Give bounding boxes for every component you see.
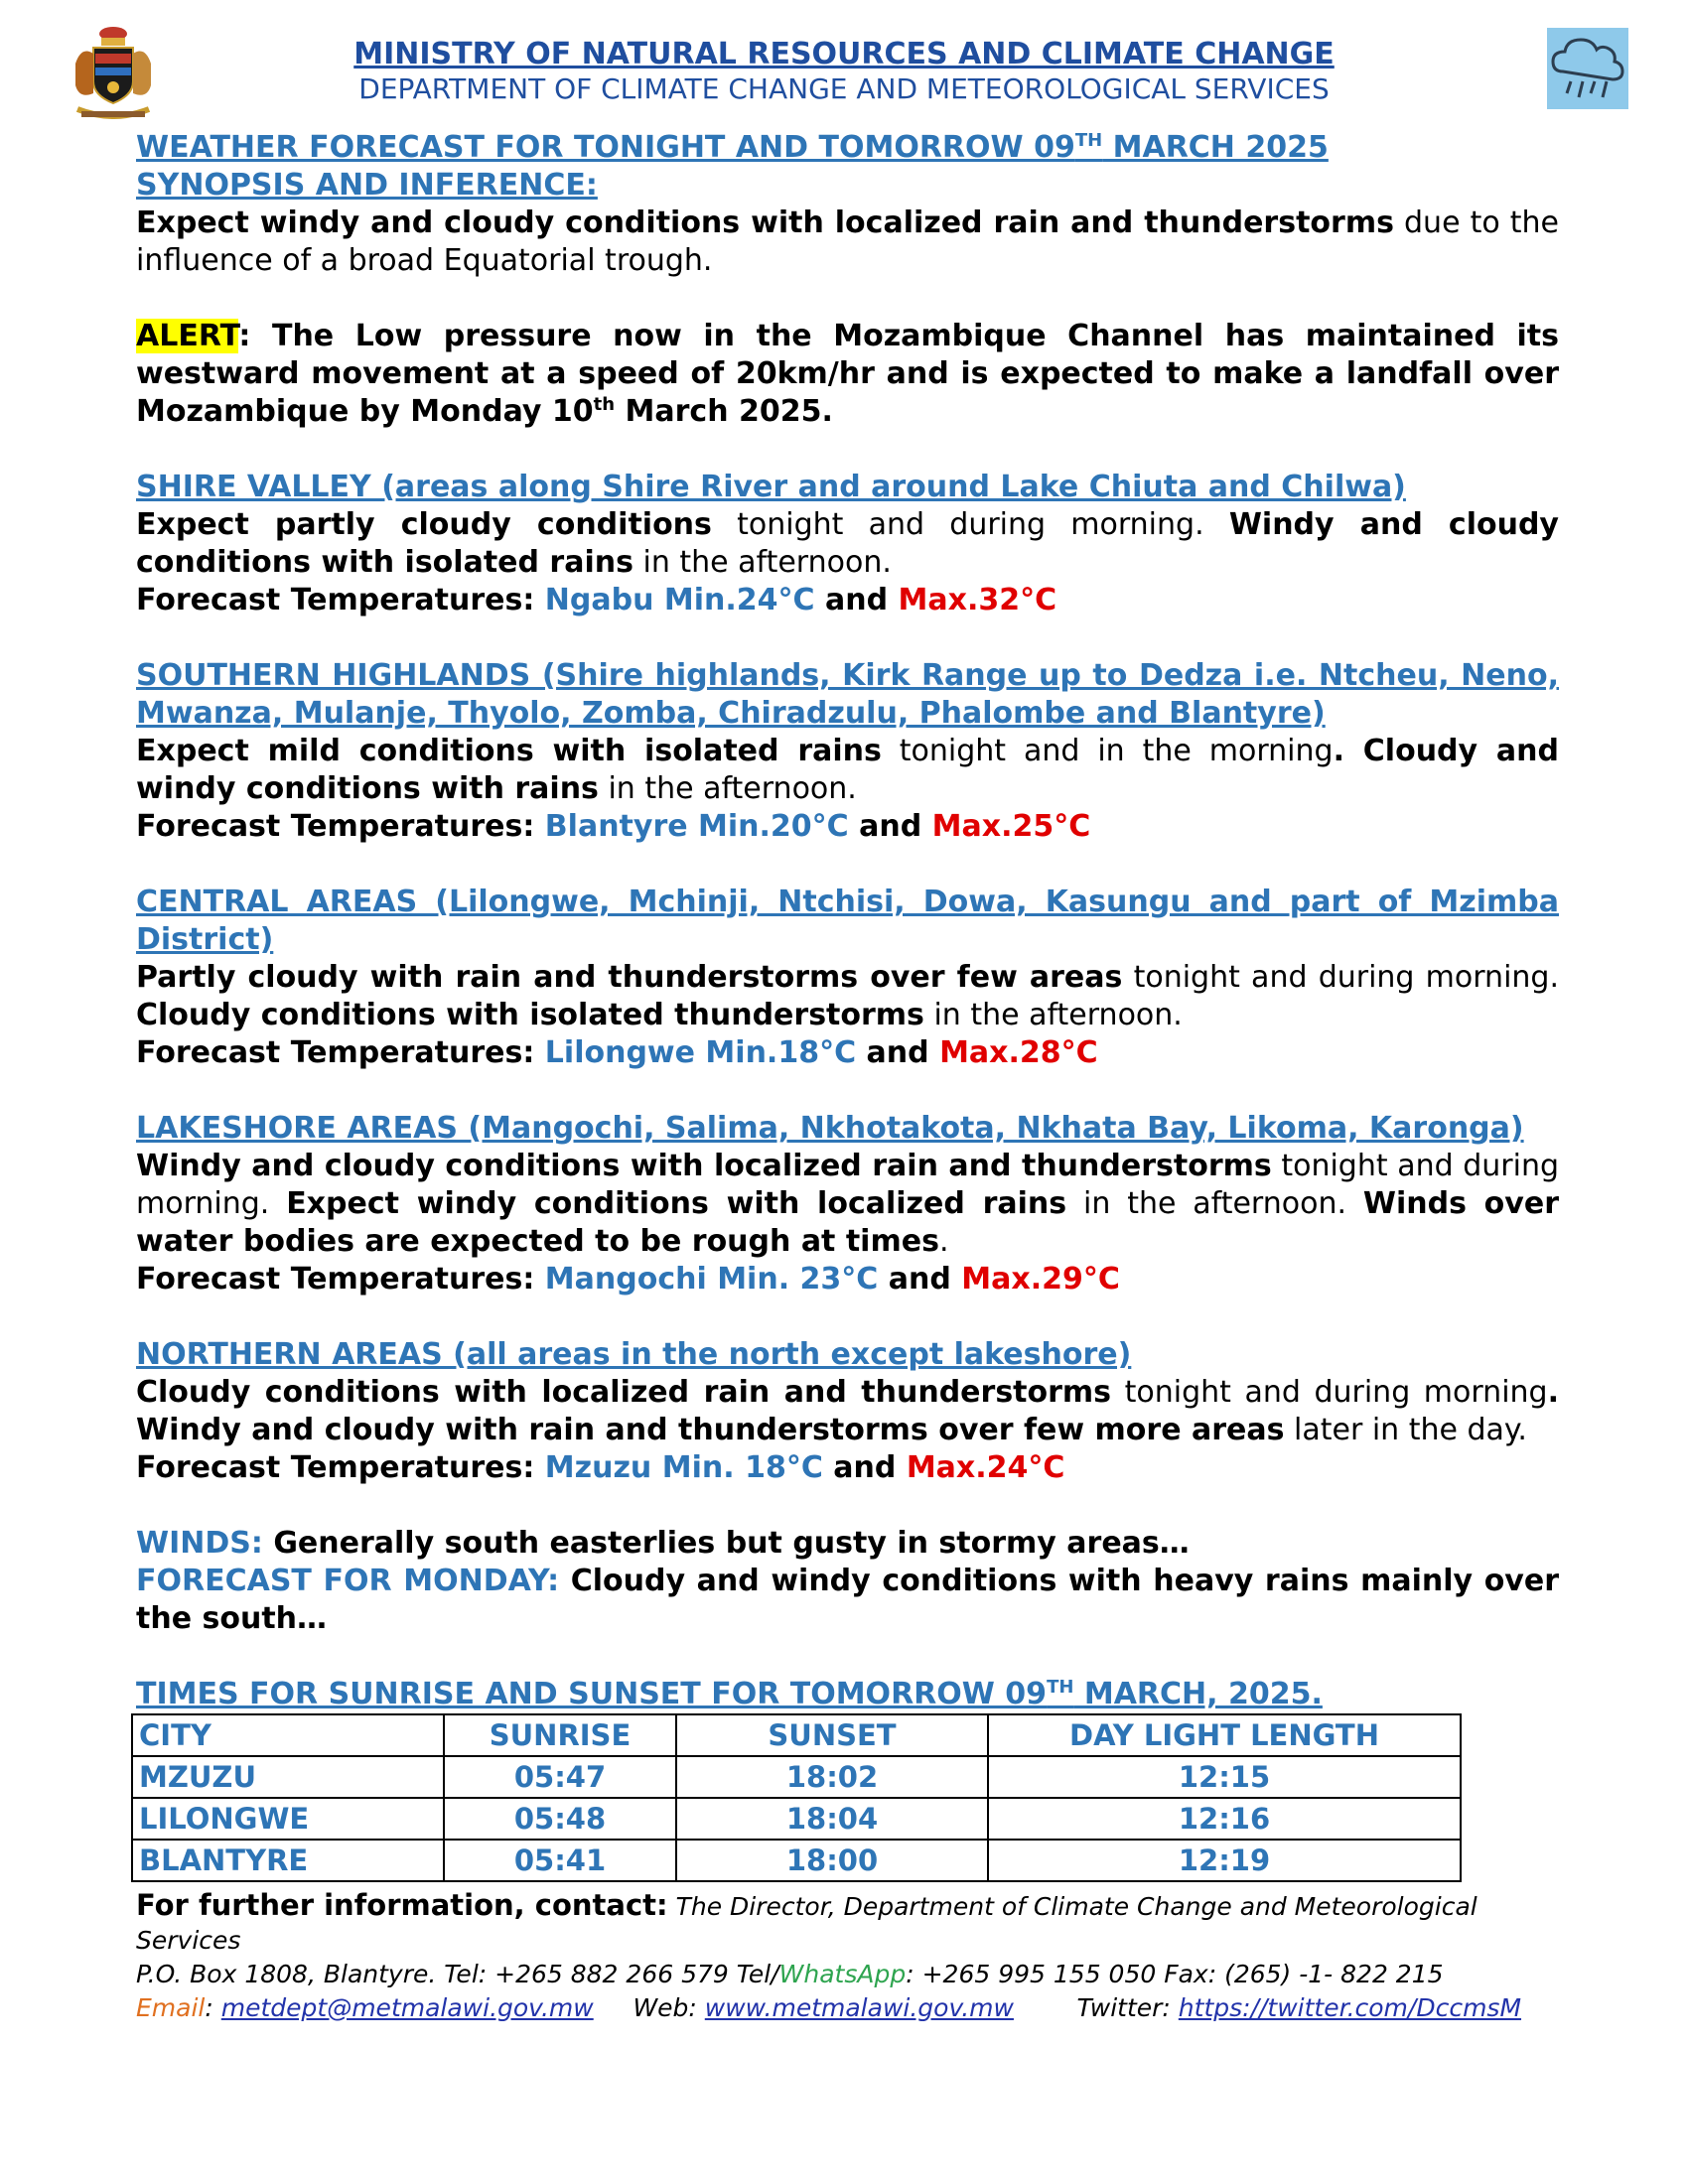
sunrise-cell: 05:48	[444, 1798, 676, 1840]
daylight-cell: 12:16	[988, 1798, 1461, 1840]
contact-info	[136, 1888, 1559, 2025]
region-temperatures: Forecast Temperatures: Lilongwe Min.18°C and Max.28°C	[136, 1035, 1098, 1070]
winds-text: WINDS: Generally south easterlies but gusty in stormy areas…	[136, 1526, 1190, 1561]
city-cell: MZUZU	[132, 1756, 444, 1798]
forecast-content	[136, 129, 1559, 2025]
region-northern-areas	[136, 1336, 1559, 1487]
synopsis-heading: SYNOPSIS AND INFERENCE:	[136, 168, 598, 203]
table-row	[132, 1798, 1461, 1840]
region-title: SHIRE VALLEY (areas along Shire River and around Lake Chiuta and Chilwa)	[136, 470, 1406, 504]
city-cell: BLANTYRE	[132, 1840, 444, 1881]
region-central-areas	[136, 884, 1559, 1072]
region-southern-highlands	[136, 657, 1559, 846]
region-shire-valley	[136, 469, 1559, 619]
sunset-cell: 18:02	[676, 1756, 988, 1798]
forecast-title: WEATHER FORECAST FOR TONIGHT AND TOMORROW 09TH MARCH 2025	[136, 130, 1329, 165]
alert-text: ALERT: The Low pressure now in the Mozambique Channel has maintained its westward movement at a speed of 20km/hr and is expected to make a landfall over Mozambique by Monday 10th March 2025.	[136, 319, 1559, 429]
twitter-link[interactable]: https://twitter.com/DccmsM	[1178, 1993, 1522, 2022]
table-header-row	[132, 1714, 1461, 1756]
region-forecast: Expect partly cloudy conditions tonight and during morning. Windy and cloudy conditions with isolated rains in the afternoon.	[136, 507, 1559, 580]
ministry-name: MINISTRY OF NATURAL RESOURCES AND CLIMATE CHANGE	[353, 37, 1335, 71]
synopsis-text: Expect windy and cloudy conditions with localized rain and thunderstorms due to the influence of a broad Equatorial trough.	[136, 205, 1559, 278]
region-title: SOUTHERN HIGHLANDS (Shire highlands, Kirk Range up to Dedza i.e. Ntcheu, Neno, Mwanza, Mulanje, Thyolo, Zomba, Chiradzulu, Phalombe and Blantyre)	[136, 658, 1559, 731]
city-cell: LILONGWE	[132, 1798, 444, 1840]
region-temperatures: Forecast Temperatures: Mangochi Min. 23°C and Max.29°C	[136, 1262, 1120, 1297]
sunset-cell: 18:04	[676, 1798, 988, 1840]
sun-times-title: TIMES FOR SUNRISE AND SUNSET FOR TOMORROW 09TH MARCH, 2025.	[136, 1677, 1323, 1711]
contact-line-3: Email: metdept@metmalawi.gov.mw Web: www.metmalawi.gov.mw Twitter: https://twitter.com/DccmsM	[136, 1993, 1522, 2022]
region-forecast: Partly cloudy with rain and thunderstorms over few areas tonight and during morning. Cloudy conditions with isolated thunderstorms in the afternoon.	[136, 960, 1559, 1032]
col-sunrise: SUNRISE	[444, 1714, 676, 1756]
alert-badge: ALERT	[136, 319, 239, 353]
region-title: LAKESHORE AREAS (Mangochi, Salima, Nkhotakota, Nkhata Bay, Likoma, Karonga)	[136, 1111, 1524, 1146]
table-row	[132, 1840, 1461, 1881]
region-temperatures: Forecast Temperatures: Ngabu Min.24°C and Max.32°C	[136, 583, 1057, 617]
daylight-cell: 12:19	[988, 1840, 1461, 1881]
department-name: DEPARTMENT OF CLIMATE CHANGE AND METEOROLOGICAL SERVICES	[358, 72, 1330, 105]
region-lakeshore-areas	[136, 1110, 1559, 1298]
region-title: CENTRAL AREAS (Lilongwe, Mchinji, Ntchisi, Dowa, Kasungu and part of Mzimba District)	[136, 885, 1559, 957]
region-forecast: Windy and cloudy conditions with localized rain and thunderstorms tonight and during morning. Expect windy conditions with localized rains in the afternoon. Winds over water bodies are expected to be rough at times.	[136, 1149, 1559, 1259]
region-forecast: Cloudy conditions with localized rain and thunderstorms tonight and during morning. Windy and cloudy with rain and thunderstorms over few more areas later in the day.	[136, 1375, 1559, 1447]
daylight-cell: 12:15	[988, 1756, 1461, 1798]
region-temperatures: Forecast Temperatures: Blantyre Min.20°C and Max.25°C	[136, 809, 1091, 844]
website-link[interactable]: www.metmalawi.gov.mw	[704, 1993, 1014, 2022]
table-row	[132, 1756, 1461, 1798]
sunrise-cell: 05:47	[444, 1756, 676, 1798]
sunset-cell: 18:00	[676, 1840, 988, 1881]
sun-times-table	[131, 1713, 1462, 1882]
rain-cloud-icon	[1547, 28, 1628, 109]
col-sunset: SUNSET	[676, 1714, 988, 1756]
region-title: NORTHERN AREAS (all areas in the north except lakeshore)	[136, 1337, 1132, 1372]
email-link[interactable]: metdept@metmalawi.gov.mw	[220, 1993, 594, 2022]
region-forecast: Expect mild conditions with isolated rains tonight and in the morning. Cloudy and windy conditions with rains in the afternoon.	[136, 734, 1559, 806]
region-temperatures: Forecast Temperatures: Mzuzu Min. 18°C and Max.24°C	[136, 1450, 1065, 1485]
contact-line-1: For further information, contact: The Director, Department of Climate Change and Meteorological Services	[136, 1888, 1477, 1955]
page-header	[60, 20, 1628, 119]
contact-line-2: P.O. Box 1808, Blantyre. Tel: +265 882 266 579 Tel/WhatsApp: +265 995 155 050 Fax: (265) -1- 822 215	[136, 1960, 1444, 1988]
sunrise-cell: 05:41	[444, 1840, 676, 1881]
col-daylight-length: DAY LIGHT LENGTH	[988, 1714, 1461, 1756]
col-city: CITY	[132, 1714, 444, 1756]
monday-forecast: FORECAST FOR MONDAY: Cloudy and windy conditions with heavy rains mainly over the south…	[136, 1564, 1560, 1636]
